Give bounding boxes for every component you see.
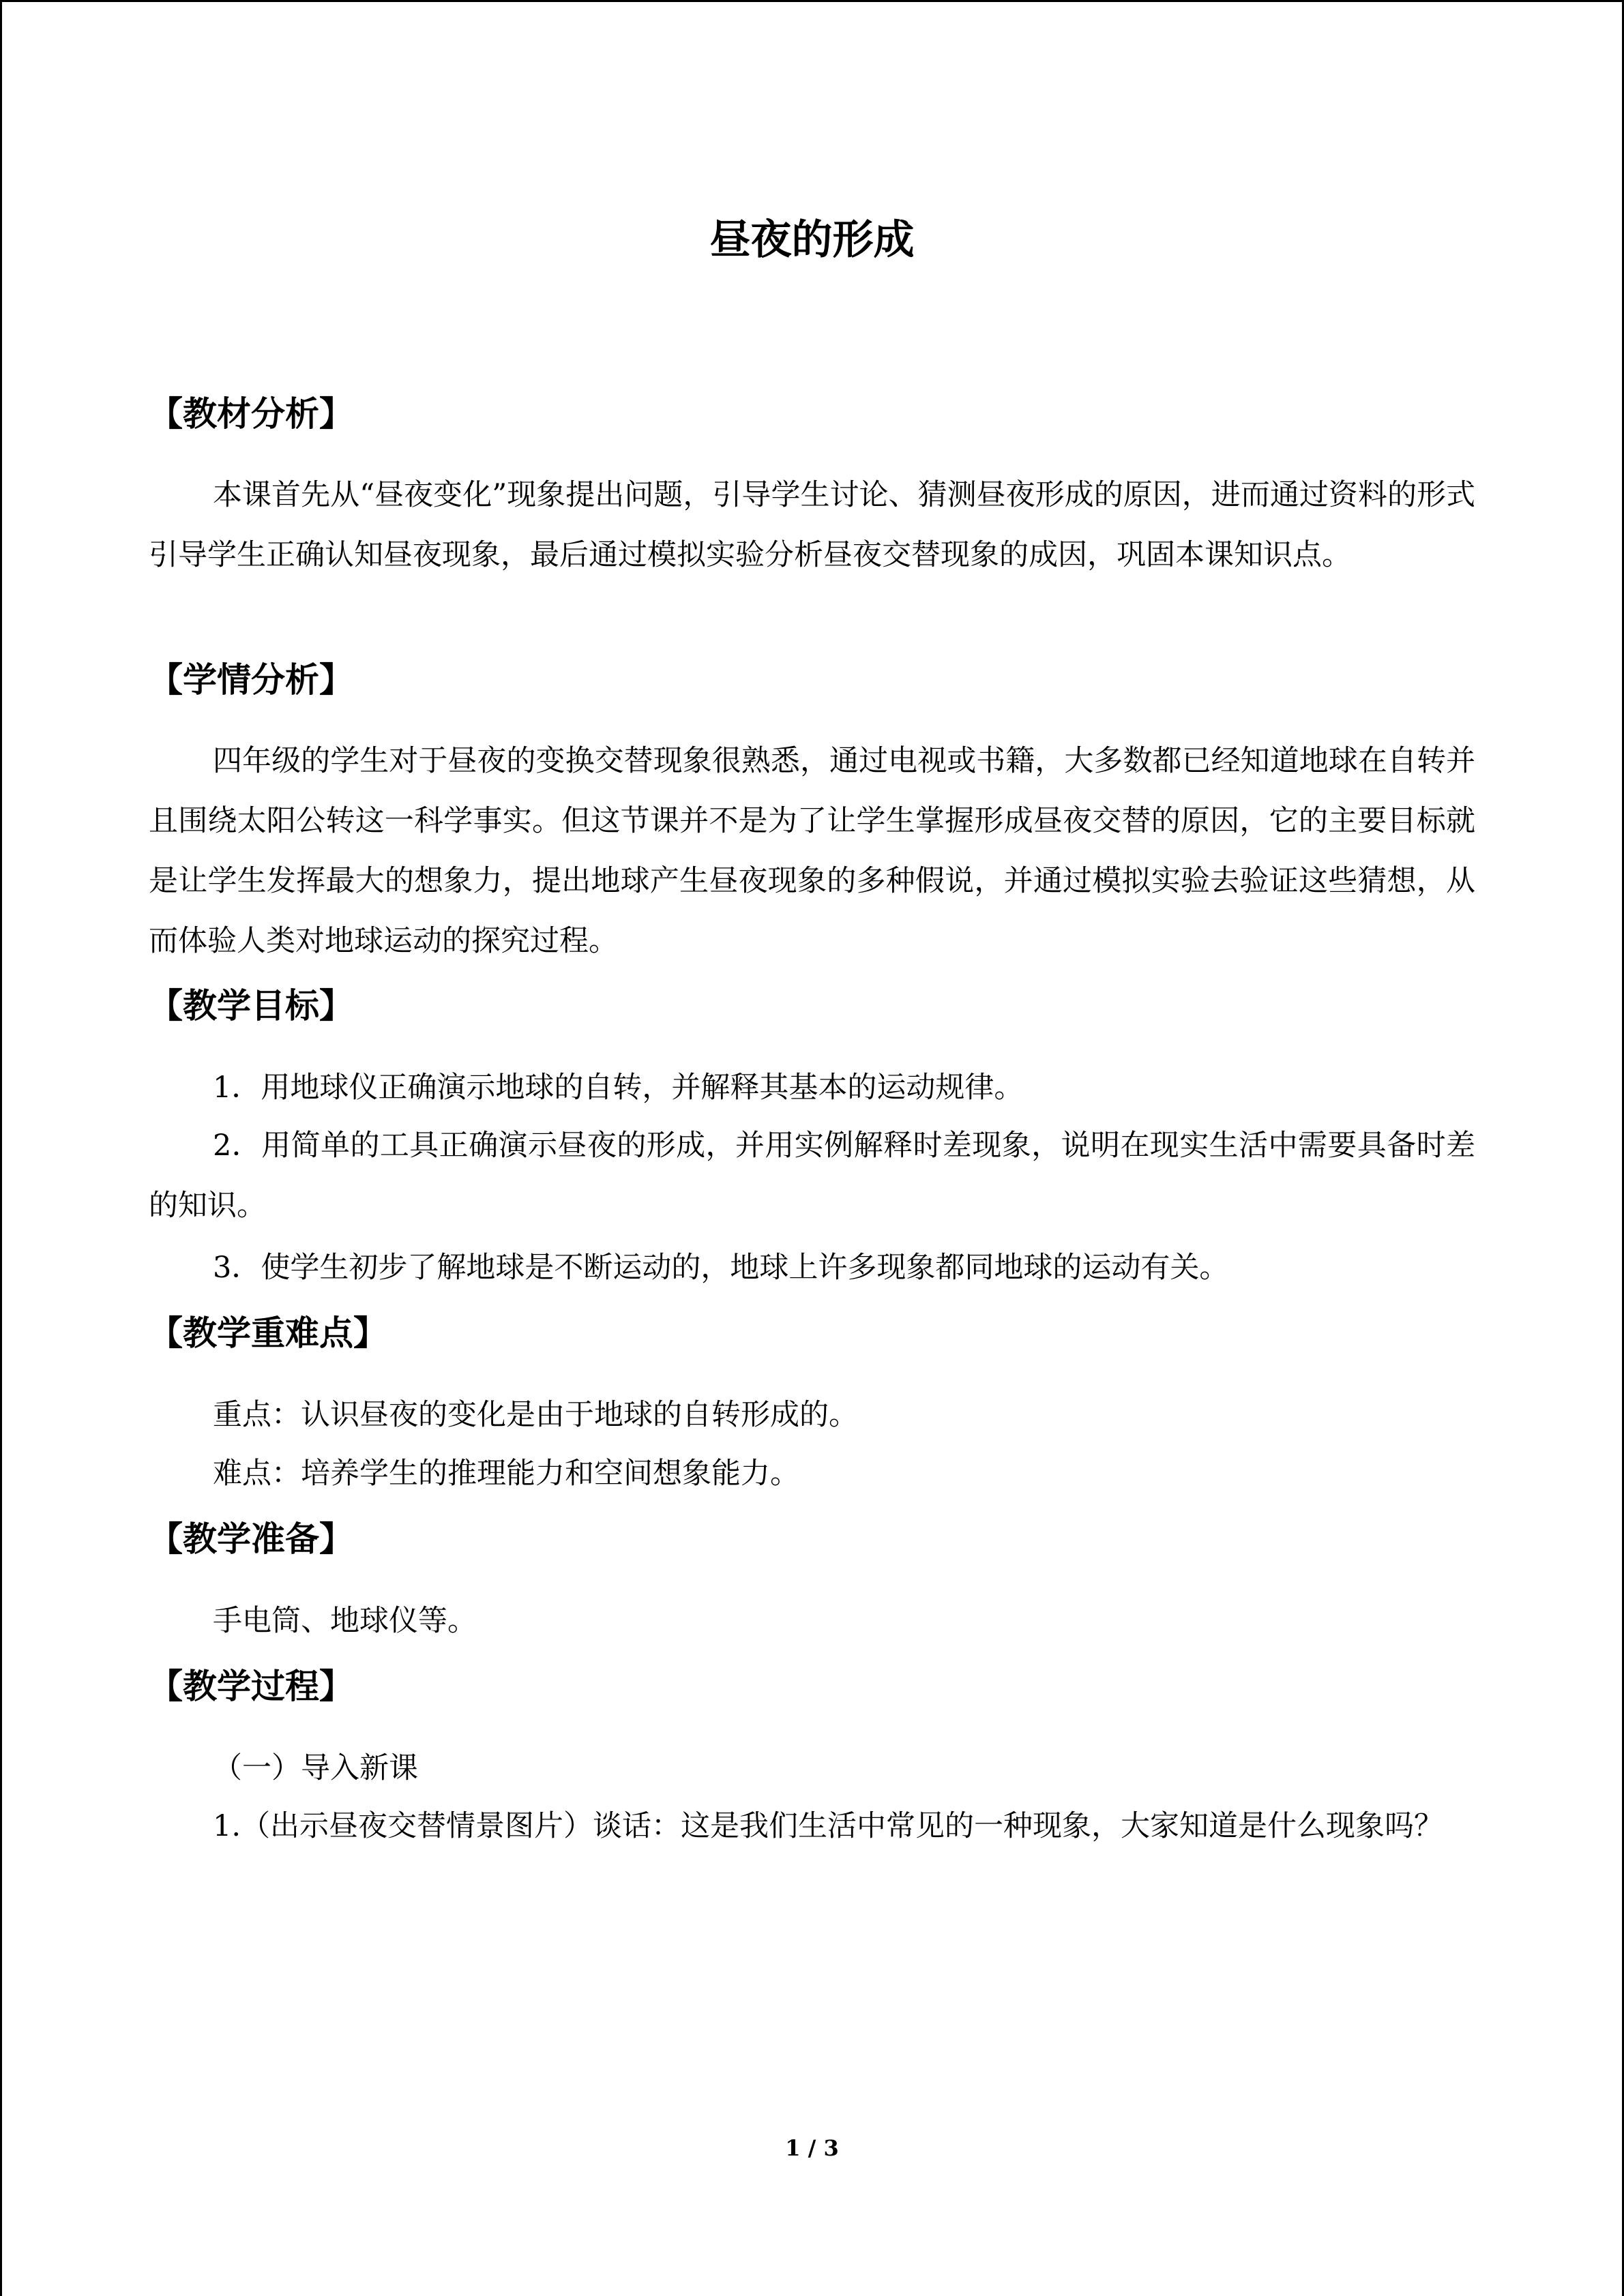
keypoint-difficult: 难点：培养学生的推理能力和空间想象能力。 (213, 1457, 799, 1491)
heading-analysis: 【教材分析】 (149, 394, 353, 434)
prep-text: 手电筒、地球仪等。 (213, 1604, 477, 1638)
goal-item-1: 1．用地球仪正确演示地球的自转，并解释其基本的运动规律。 (213, 1071, 1024, 1105)
heading-prep: 【教学准备】 (149, 1519, 353, 1559)
process-step-1: 1.（出示昼夜交替情景图片）谈话：这是我们生活中常见的一种现象，大家知道是什么现象吗？ (213, 1809, 1444, 1843)
heading-goals: 【教学目标】 (149, 986, 353, 1026)
page-number: 1 / 3 (785, 2135, 839, 2161)
page-border-top (0, 0, 1624, 2)
heading-keypoints: 【教学重难点】 (149, 1313, 387, 1353)
goal-item-3: 3．使学生初步了解地球是不断运动的，地球上许多现象都同地球的运动有关。 (213, 1251, 1229, 1285)
page-title: 昼夜的形成 (709, 216, 915, 264)
paragraph-analysis: 本课首先从“昼夜变化”现象提出问题，引导学生讨论、猜测昼夜形成的原因，进而通过资料的形式引导学生正确认知昼夜现象，最后通过模拟实验分析昼夜交替现象的成因，巩固本课知识点。 (149, 478, 1475, 572)
heading-process: 【教学过程】 (149, 1667, 353, 1706)
page-border-left (0, 0, 2, 2296)
heading-students: 【学情分析】 (149, 660, 353, 700)
paragraph-students: 四年级的学生对于昼夜的变换交替现象很熟悉，通过电视或书籍，大多数都已经知道地球在自转并且围绕太阳公转这一科学事实。但这节课并不是为了让学生掌握形成昼夜交替的原因，它的主要目标就是让学生发挥最大的想象力，提出地球产生昼夜现象的多种假说，并通过模拟实验去验证这些猜想，从而体验人类对地球运动的探究过程。 (149, 744, 1475, 958)
keypoint-key: 重点：认识昼夜的变化是由于地球的自转形成的。 (213, 1398, 858, 1432)
goal-item-2: 2．用简单的工具正确演示昼夜的形成，并用实例解释时差现象，说明在现实生活中需要具备时差的知识。 (149, 1129, 1475, 1223)
process-sub-1: （一）导入新课 (213, 1751, 418, 1785)
